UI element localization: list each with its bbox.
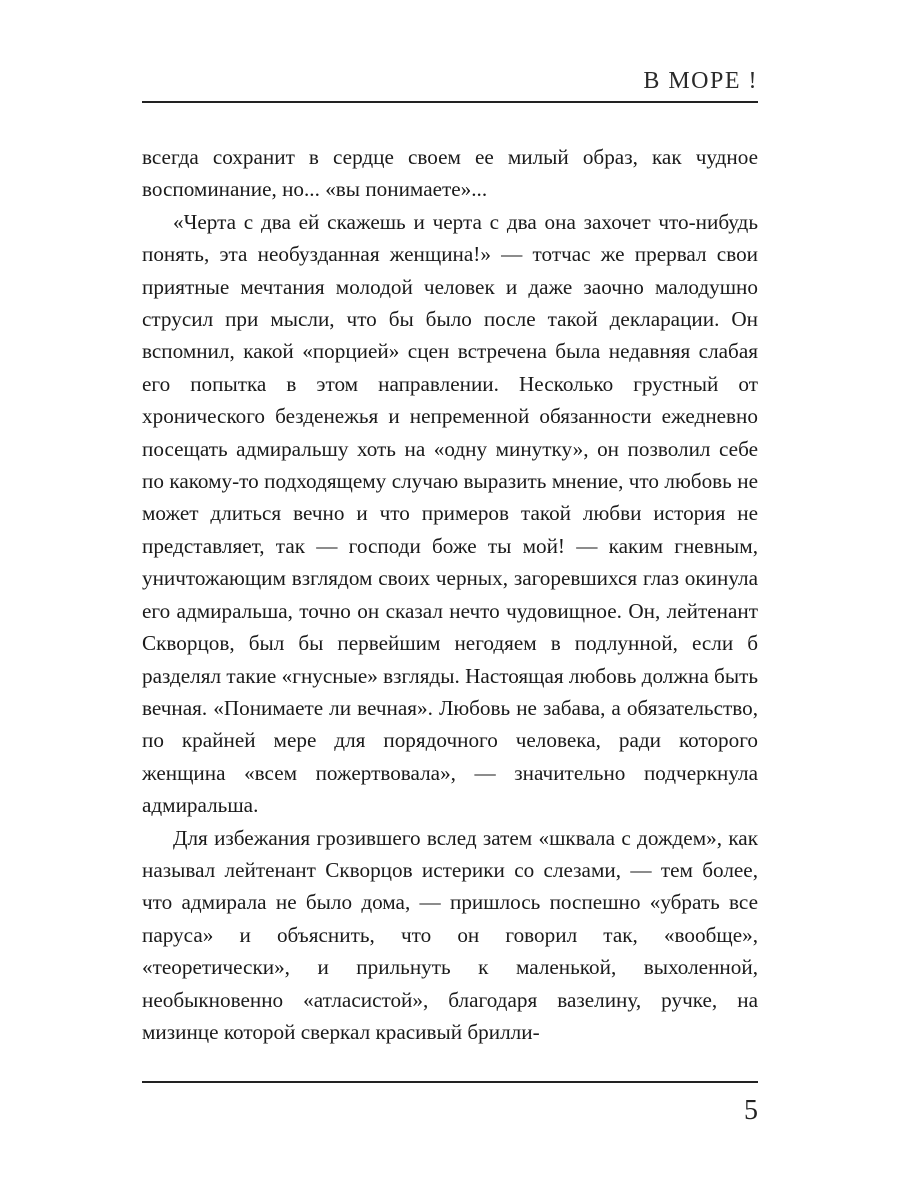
paragraph-1: всегда сохранит в сердце своем ее милый образ, как чудное воспоминание, но... «вы понимаете»... <box>142 145 758 202</box>
header-rule <box>142 101 758 103</box>
footer-rule <box>142 1081 758 1083</box>
paragraph-3: Для избежания грозившего вслед затем «шквала с дождем», как называл лейтенант Скворцов истерики со слезами, — тем более, что адмирала не было дома, — пришлось поспешно «убрать все паруса» и объяснить, что он говорил так, «вообще», «теоретически», и прильнуть к маленькой, выхоленной, необыкновенно «атласистой», благодаря вазелину, ручке, на мизинце которой сверкал красивый брилли- <box>142 825 758 1044</box>
running-head: В МОРЕ ! <box>643 68 758 94</box>
paragraph-2: «Черта с два ей скажешь и черта с два она захочет что-нибудь понять, эта необузданная женщина!» — тотчас же прервал свои приятные мечтания молодой человек и даже заочно малодушно струсил при мысли, что бы было после такой декларации. Он вспомнил, какой «порцией» сцен встречена была недавняя слабая его попытка в этом направлении. Несколько грустный от хронического безденежья и непременной обязанности ежедневно посещать адмиральшу хоть на «одну минутку», он позволил себе по какому-то подходящему случаю выразить мнение, что любовь не может длиться вечно и что примеров такой любви история не представляет, так — господи боже ты мой! — каким гневным, уничтожающим взглядом своих черных, загоревшихся глаз окинула его адмиральша, точно он сказал нечто чудовищное. Он, лейтенант Скворцов, был бы первейшим негодяем в подлунной, если б разделял такие «гнусные» взгляды. Настоящая любовь должна быть вечная. «Понимаете ли вечная». Любовь не забава, а обязательство, по крайней мере для порядочного человека, ради которого женщина «всем пожертвовала», — значительно подчеркнула адмиральша. <box>142 209 758 818</box>
page-number: 5 <box>744 1095 758 1126</box>
page-body <box>142 141 758 1048</box>
